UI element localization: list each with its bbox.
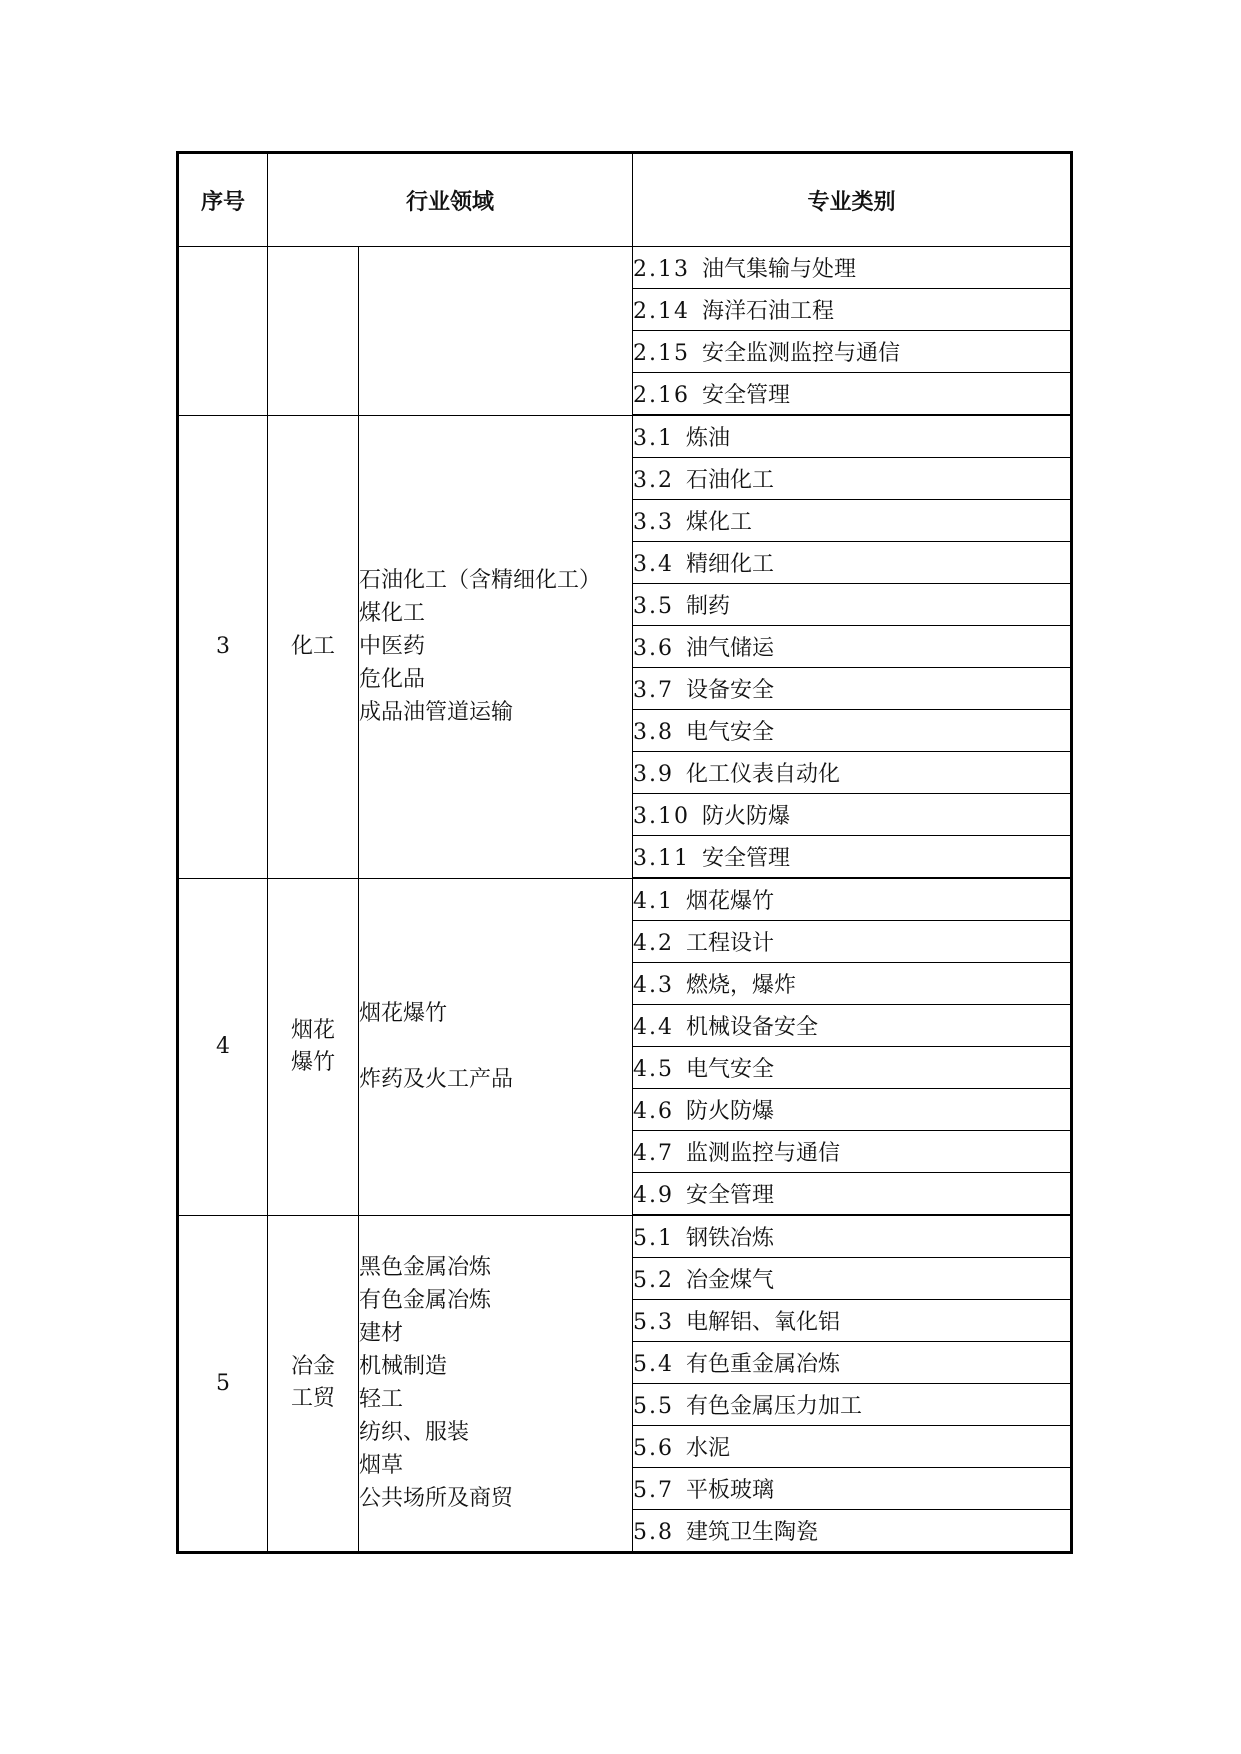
- industry-domain: 冶金 工贸: [268, 1215, 359, 1553]
- category-cell: [633, 626, 1072, 668]
- category-code: 5.6: [633, 1436, 675, 1461]
- category-cell: [633, 1131, 1072, 1173]
- industry-scope: [359, 1215, 633, 1553]
- category-code: 4.1: [633, 889, 675, 914]
- category-code: 3.6: [633, 636, 675, 661]
- category-code: 5.8: [633, 1520, 675, 1545]
- category-code: 3.3: [633, 510, 675, 535]
- scope-item: 机械制造: [359, 1354, 448, 1380]
- industry-scope: [359, 878, 633, 1215]
- category-cell: [633, 668, 1072, 710]
- category-name: 烟花爆竹: [686, 889, 775, 914]
- category-code: 4.6: [633, 1099, 675, 1124]
- category-code: 3.5: [633, 594, 675, 619]
- scope-item: 公共场所及商贸: [359, 1486, 514, 1512]
- category-code: 3.7: [633, 678, 675, 703]
- row-number: 4: [178, 878, 268, 1215]
- category-name: 有色重金属冶炼: [686, 1352, 841, 1377]
- category-name: 电气安全: [686, 1057, 775, 1082]
- category-cell: [633, 1468, 1072, 1510]
- category-name: 钢铁冶炼: [686, 1226, 775, 1251]
- row-number: 3: [178, 415, 268, 878]
- category-name: 油气集输与处理: [702, 257, 857, 282]
- category-cell: [633, 836, 1072, 879]
- category-code: 3.9: [633, 762, 675, 787]
- category-name: 水泥: [686, 1436, 731, 1461]
- category-cell: [633, 752, 1072, 794]
- category-name: 燃烧，爆炸: [686, 973, 797, 998]
- category-name: 建筑卫生陶瓷: [686, 1520, 819, 1545]
- category-code: 3.10: [633, 804, 690, 829]
- header-no: 序号: [178, 153, 268, 247]
- category-name: 石油化工: [686, 468, 775, 493]
- table-row: [178, 878, 1072, 921]
- scope-item: 炸药及火工产品: [359, 1067, 514, 1092]
- category-code: 3.2: [633, 468, 675, 493]
- category-code: 3.1: [633, 426, 675, 451]
- category-name: 工程设计: [686, 931, 775, 956]
- scope-item: [359, 1030, 632, 1063]
- category-code: 5.4: [633, 1352, 675, 1377]
- table-body: [178, 247, 1072, 1553]
- category-cell: [633, 710, 1072, 752]
- category-cell: [633, 878, 1072, 921]
- industry-domain: 烟花 爆竹: [268, 878, 359, 1215]
- category-name: 油气储运: [686, 636, 775, 661]
- category-cell: [633, 1384, 1072, 1426]
- category-cell: [633, 794, 1072, 836]
- category-cell: [633, 373, 1072, 416]
- category-code: 4.7: [633, 1141, 675, 1166]
- category-cell: [633, 1089, 1072, 1131]
- scope-item: 有色金属冶炼: [359, 1288, 492, 1314]
- category-code: 2.14: [633, 299, 690, 324]
- category-code: 5.1: [633, 1226, 675, 1251]
- industry-domain: [268, 247, 359, 416]
- category-name: 炼油: [686, 426, 731, 451]
- category-name: 制药: [686, 594, 731, 619]
- category-code: 4.2: [633, 931, 675, 956]
- category-name: 监测监控与通信: [686, 1141, 841, 1166]
- scope-item: 石油化工（含精细化工）: [359, 568, 602, 593]
- category-name: 海洋石油工程: [702, 299, 835, 324]
- category-cell: [633, 1047, 1072, 1089]
- category-cell: [633, 1258, 1072, 1300]
- category-name: 电气安全: [686, 720, 775, 745]
- industry-scope: [359, 415, 633, 878]
- row-number: [178, 247, 268, 416]
- category-name: 安全监测监控与通信: [702, 341, 901, 366]
- scope-item: 成品油管道运输: [359, 700, 514, 725]
- category-code: 2.16: [633, 383, 690, 408]
- category-code: 5.2: [633, 1268, 675, 1293]
- category-name: 安全管理: [686, 1183, 775, 1208]
- category-name: 防火防爆: [686, 1099, 775, 1124]
- category-name: 平板玻璃: [686, 1478, 775, 1503]
- category-cell: [633, 963, 1072, 1005]
- category-code: 3.8: [633, 720, 675, 745]
- scope-item: 建材: [359, 1321, 404, 1347]
- header-domain: 行业领域: [268, 153, 633, 247]
- industry-category-table: [176, 151, 1073, 1554]
- category-name: 冶金煤气: [686, 1268, 775, 1293]
- header-category: 专业类别: [633, 153, 1072, 247]
- category-cell: [633, 921, 1072, 963]
- category-name: 精细化工: [686, 552, 775, 577]
- category-cell: [633, 1173, 1072, 1216]
- table-header-row: [178, 153, 1072, 247]
- table-row: [178, 1215, 1072, 1258]
- category-name: 安全管理: [702, 383, 791, 408]
- scope-item: 黑色金属冶炼: [359, 1255, 492, 1281]
- category-cell: [633, 247, 1072, 289]
- category-cell: [633, 1215, 1072, 1258]
- category-code: 4.9: [633, 1183, 675, 1208]
- industry-scope: [359, 247, 633, 416]
- category-cell: [633, 1426, 1072, 1468]
- scope-item: 烟花爆竹: [359, 1001, 448, 1026]
- category-name: 设备安全: [686, 678, 775, 703]
- category-code: 3.4: [633, 552, 675, 577]
- category-name: 电解铝、氧化铝: [686, 1310, 841, 1335]
- scope-item: 烟草: [359, 1453, 404, 1479]
- scope-item: 纺织、服装: [359, 1420, 470, 1446]
- category-code: 5.5: [633, 1394, 675, 1419]
- category-name: 机械设备安全: [686, 1015, 819, 1040]
- category-code: 3.11: [633, 846, 690, 871]
- category-code: 5.7: [633, 1478, 675, 1503]
- category-code: 4.5: [633, 1057, 675, 1082]
- category-cell: [633, 1005, 1072, 1047]
- category-cell: [633, 458, 1072, 500]
- category-name: 煤化工: [686, 510, 753, 535]
- category-cell: [633, 331, 1072, 373]
- scope-item: 中医药: [359, 634, 426, 659]
- industry-domain: 化工: [268, 415, 359, 878]
- category-code: 5.3: [633, 1310, 675, 1335]
- category-cell: [633, 415, 1072, 458]
- category-name: 防火防爆: [702, 804, 791, 829]
- scope-item: 煤化工: [359, 601, 426, 626]
- scope-item: 危化品: [359, 667, 426, 692]
- category-code: 4.3: [633, 973, 675, 998]
- row-number: 5: [178, 1215, 268, 1553]
- category-name: 安全管理: [702, 846, 791, 871]
- table-row: [178, 415, 1072, 458]
- category-name: 化工仪表自动化: [686, 762, 841, 787]
- category-cell: [633, 289, 1072, 331]
- category-code: 2.13: [633, 257, 690, 282]
- category-name: 有色金属压力加工: [686, 1394, 863, 1419]
- category-cell: [633, 542, 1072, 584]
- category-cell: [633, 1510, 1072, 1553]
- category-cell: [633, 1300, 1072, 1342]
- table-row: [178, 247, 1072, 289]
- category-cell: [633, 584, 1072, 626]
- category-cell: [633, 1342, 1072, 1384]
- category-code: 4.4: [633, 1015, 675, 1040]
- category-code: 2.15: [633, 341, 690, 366]
- category-cell: [633, 500, 1072, 542]
- scope-item: 轻工: [359, 1387, 404, 1413]
